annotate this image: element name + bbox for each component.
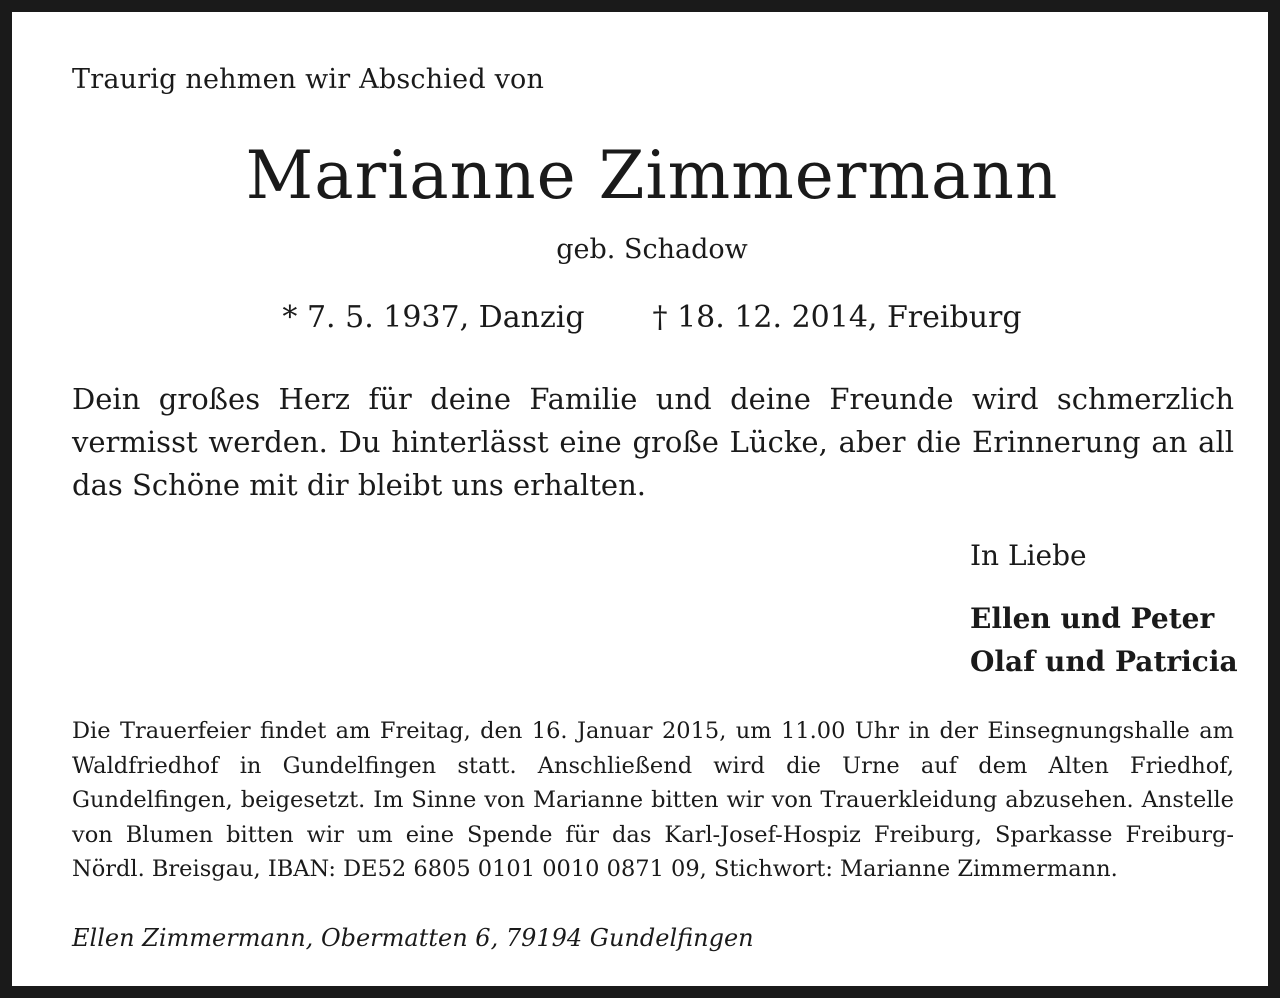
memorial-message: Dein großes Herz für deine Familie und deine Freunde wird schmerzlich vermisst werden. Du hinterlässt eine große Lücke, aber die Erinnerung an all das Schöne mit dir bleibt uns erhalten. — [72, 382, 1234, 502]
signer-line: Ellen und Peter — [970, 602, 1215, 635]
closing-phrase: In Liebe — [970, 539, 1087, 572]
maiden-name: geb. Schadow — [556, 234, 748, 265]
life-dates — [12, 300, 1280, 335]
deceased-name: Marianne Zimmermann — [245, 137, 1059, 214]
funeral-details: Die Trauerfeier findet am Freitag, den 16. Januar 2015, um 11.00 Uhr in der Einsegnungshalle am Waldfriedhof in Gundelfingen statt. Anschließend wird die Urne auf dem Alten Friedhof, Gundelfingen, beigesetzt. Im Sinne von Marianne bitten wir von Trauerkleidung abzusehen. Anstelle von Blumen bitten wir um eine Spende für das Karl-Josef-Hospiz Freiburg, Sparkasse Freiburg-Nördl. Breisgau, IBAN: DE52 6805 0101 0010 0871 09, Stichwort: Marianne Zimmermann. — [72, 718, 1234, 882]
contact-address: Ellen Zimmermann, Obermatten 6, 79194 Gundelfingen — [72, 924, 754, 952]
death-date: † 18. 12. 2014, Freiburg — [652, 300, 1022, 335]
signers-list — [970, 597, 1238, 683]
birth-date: * 7. 5. 1937, Danzig — [282, 300, 585, 335]
signer-line: Olaf und Patricia — [970, 645, 1238, 678]
intro-line: Traurig nehmen wir Abschied von — [72, 64, 545, 95]
